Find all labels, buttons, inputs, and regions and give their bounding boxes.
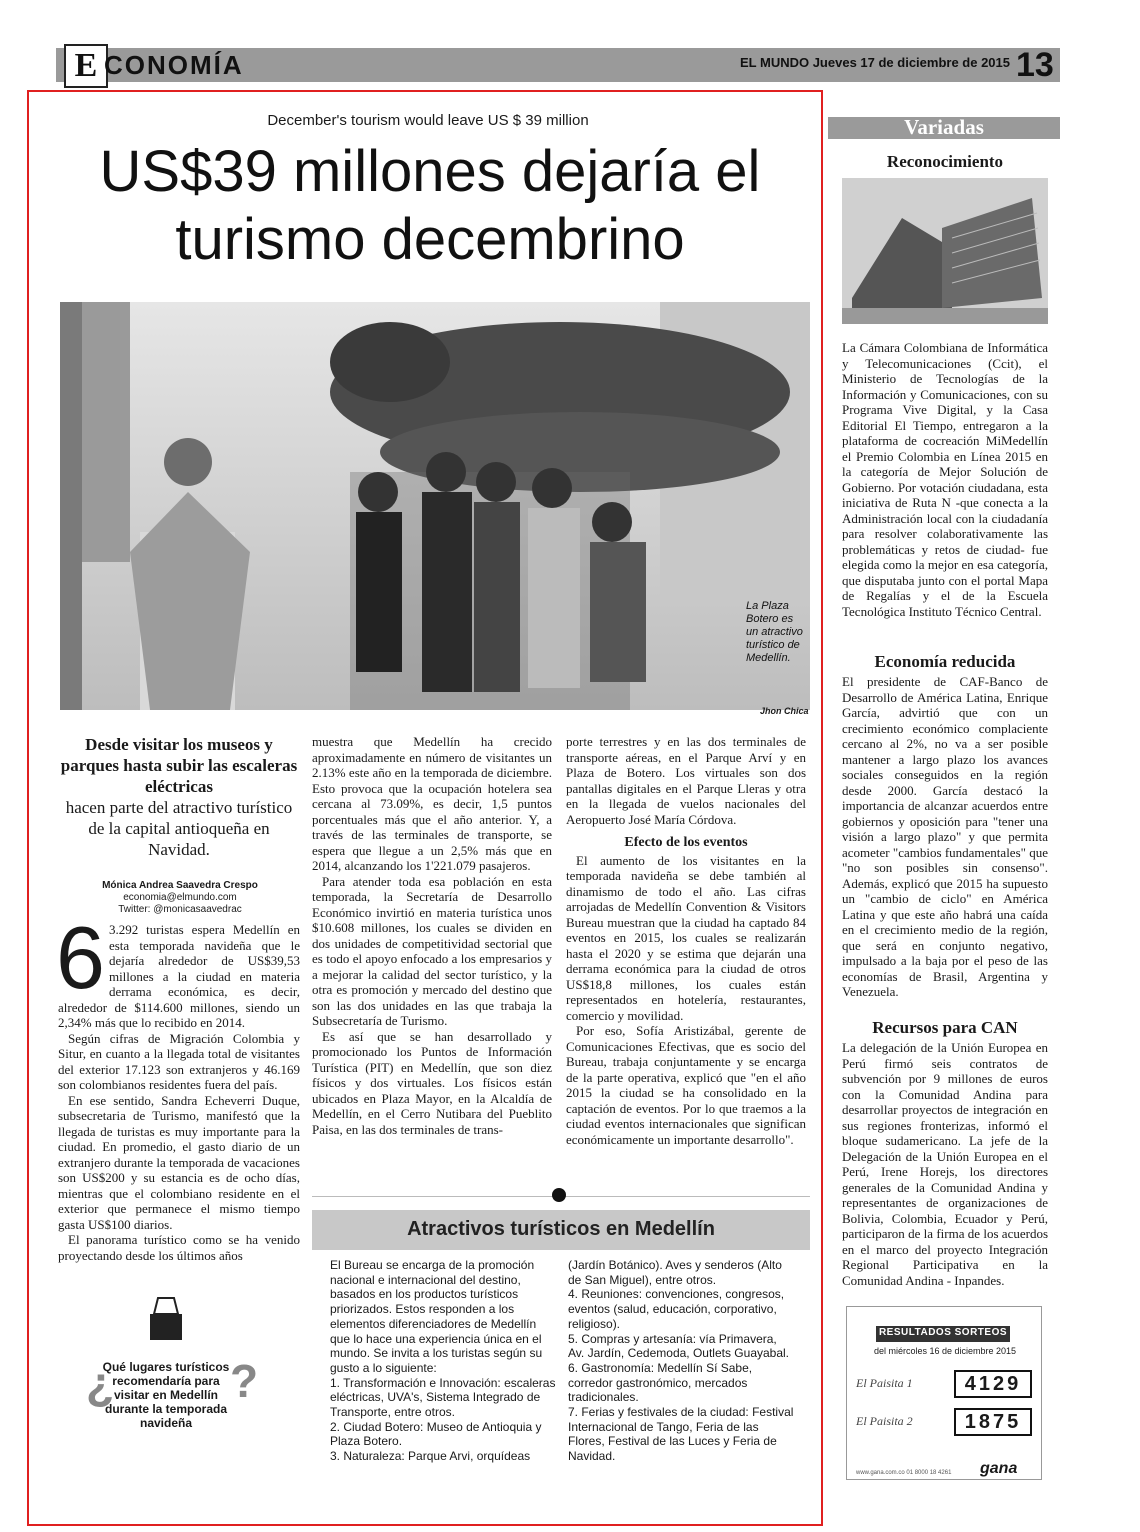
lottery-game-2: El Paisita 2 xyxy=(856,1414,913,1428)
paragraph: porte terrestres y en las dos terminales de transporte aéreas, en el Parque Arví y en Plaza de Botero. Los virtuales son dos pantallas digitales en el Parque Lleras y otra en la llegada de vuelos nacionales del Aeropuerto José María Córdova. xyxy=(566,734,806,827)
variadas-title: Variadas xyxy=(904,115,984,139)
page-number: 13 xyxy=(1016,46,1054,84)
bullet-dot-icon xyxy=(552,1188,566,1202)
box-paragraph: 4. Reuniones: convenciones, congresos, eventos (salud, educación, corporativo, religioso). xyxy=(568,1287,785,1331)
section-initial: E xyxy=(64,44,108,88)
article-column-2 xyxy=(312,734,552,1137)
paragraph: En ese sentido, Sandra Echeverri Duque, subsecretaria de Turismo, manifestó que la llegada de turistas es muy importante para la ciudad. En promedio, el gasto diario de un extranjero durante la temporada de vacaciones son US$200 y su estancia es de ocho días, mientras que el colombiano residente en el exterior que permanece el mismo tiempo gasta US$100 diarios. xyxy=(58,1092,300,1232)
lottery-number-2: 1875 xyxy=(954,1408,1032,1436)
photo-illustration xyxy=(60,302,810,710)
question-open-mark: ¿ xyxy=(86,1357,115,1409)
box-column-1 xyxy=(330,1258,556,1464)
article-subtitle: December's tourism would leave US $ 39 million xyxy=(267,112,589,129)
paragraph: Es así que se han desarrollado y promocionado los Puntos de Información Turística (PIT) en Medellín, que son diez físicos y dos virtuales. Los físicos están ubicados en Plaza Mayor, en la Alcaldía de Medellín, en el Cerro Nutibara del Pueblito Paisa, en las dos terminales de trans- xyxy=(312,1028,552,1137)
photo-credit: Jhon Chica xyxy=(760,706,809,716)
paragraph: El aumento de los visitantes en la temporada navideña se debe también al dinamismo de todo el año. Las cifras arrojadas de Medellín Convention & Visitors Bureau muestran que la ciudad ha captado 84 eventos en 2015, los cuales se realizarán hasta el 2020 y se estima que dejarán una derrama económica para la ciudad de otros US$18,8 millones, los cuales están representados en hotelería, restaurantes, comercio y movilidad. xyxy=(566,852,806,1023)
article-lead xyxy=(58,734,300,860)
byline-email: economia@elmundo.com xyxy=(123,892,237,903)
article-column-3 xyxy=(566,734,806,1147)
edition-date: EL MUNDO Jueves 17 de diciembre de 2015 xyxy=(740,55,1010,70)
box-paragraph: El Bureau se encarga de la promoción nacional e internacional del destino, basados en los productos turísticos priorizados. Estos responden a los elementos diferenciadores de Medellín que lo hace una experiencia única en el mundo. Se invita a los turistas según su gusto a lo siguiente: xyxy=(330,1258,543,1375)
lottery-footer: www.gana.com.co 01 8000 18 4261 xyxy=(856,1470,952,1476)
question-close-mark: ? xyxy=(230,1355,259,1407)
lottery-number-1: 4129 xyxy=(954,1370,1032,1398)
question-text: Qué lugares turísticos recomendaría para visitar en Medellín durante la temporada navideña xyxy=(102,1360,230,1430)
lead-rest: hacen parte del atractivo turístico de la capital antioqueña en Navidad. xyxy=(65,798,293,859)
box-paragraph: 1. Transformación e Innovación: escaleras eléctricas, UVA's, Sistema Integrado de Transporte, entre otros. xyxy=(330,1375,556,1420)
subheading: Efecto de los eventos xyxy=(624,835,748,850)
lottery-title: RESULTADOS SORTEOS xyxy=(878,1327,1008,1338)
binder-clip-icon xyxy=(148,1296,184,1342)
box-paragraph: 2. Ciudad Botero: Museo de Antioquia y Plaza Botero. xyxy=(330,1419,542,1449)
article-headline: US$39 millones dejaría el turismo decembrino xyxy=(99,139,761,272)
box-paragraph: (Jardín Botánico). Aves y senderos (Alto de San Miguel), entre otros. xyxy=(568,1258,782,1287)
lottery-date: del miércoles 16 de diciembre 2015 xyxy=(873,1346,1017,1356)
byline-twitter: Twitter: @monicasaavedrac xyxy=(118,904,242,915)
sidebar-text: El presidente de CAF-Banco de Desarrollo de América Latina, Enrique García, advirtió que con un crecimiento económico complaciente cercano al 2%, no va a ser posible mantener a largo plazo los avances sociales conseguidos en la región desde 2000. García destacó la importancia de alcanzar acuerdos entre gobiernos y oposición para "tener una visión a largo plazo" y que permita acometer "cambios fundamentales" que "no son posibles sin consenso". Además, explicó que 2015 ha supuesto un "cambio de ciclo" en América Latina y que este año habrá una caída en el crecimiento medio de la región, que será en conjunto negativo, impulsado a la baja por el peso de las economías de Brasil, Argentina y Venezuela. xyxy=(842,674,1048,999)
sidebar-text: La delegación de la Unión Europea en Perú firmó seis contratos de subvención por 9 millones de euros con la Comunidad Andina para desarrollar proyectos de integración en sus regiones fronterizas, informó el bloque sudamericano. La jefe de la Delegación de la Unión Europea en el Perú, Irene Horejs, los directores generales de la Comunidad Andina y representantes de organizaciones de Bolivia, Colombia, Ecuador y Perú, participaron de la firma de los acuerdos en el marco del proyecto Integración Regional Participativa en la Comunidad Andina - Inpandes. xyxy=(842,1040,1048,1288)
sidebar-heading: Economía reducida xyxy=(874,652,1016,671)
paragraph: Según cifras de Migración Colombia y Situr, en cuanto a la llegada total de visitantes del exterior 17.123 son extranjeros y 46.169 son colombianos residentes fuera del país. xyxy=(58,1030,300,1092)
paragraph: muestra que Medellín ha crecido aproximadamente en número de visitantes un 2.13% este año en la temporada de diciembre. Esto provoca que la ocupación hotelera sea cercana al 73.09%, es decir, 1,5 puntos porcentuales más que el año anterior. Y, a través de las terminales de transporte, se espera que llegue a un 2,5% más que en 2014, alcanzando los 1'221.079 pasajeros. xyxy=(312,734,552,873)
box-column-2 xyxy=(568,1258,794,1464)
box-paragraph: 3. Naturaleza: Parque Arvi, orquídeas xyxy=(330,1449,531,1464)
box-paragraph: 6. Gastronomía: Medellín Sí Sabe, corredor gastronómico, mercados tradicionales. xyxy=(568,1360,753,1405)
dropcap: 6 xyxy=(56,908,105,1007)
box-paragraph: 7. Ferias y festivales de la ciudad: Festival Internacional de Tango, Feria de las Flores, Festival de las Luces y Feria de Navidad. xyxy=(568,1405,794,1464)
sidebar-heading: Recursos para CAN xyxy=(872,1018,1018,1037)
photo-caption: La Plaza Botero es un atractivo turístico de Medellín. xyxy=(746,600,803,664)
sidebar-text: La Cámara Colombiana de Informática y Telecomunicaciones (Ccit), el Ministerio de Tecnologías de la Información y Comunicaciones, con su Programa Vive Digital, y la Casa Editorial El Tiempo, entregaron a la plataforma de cocreación MiMedellín el Premio Colombia en Línea 2015 en la categoría de Mejor Solución de Gobierno. Por votación ciudadana, esta iniciativa de Ruta N -que conecta a la Administración local con la ciudadanía para resolver colaborativamente las problemáticas y retos de ciudad- fue elegida como la mejor en esa categoría, que disputaba junto con el portal Mapa de Regalías y el de la Escuela Tecnológica Instituto Técnico Central. xyxy=(842,340,1048,619)
plaza-botero-photo xyxy=(60,302,810,710)
sidebar-heading: Reconocimiento xyxy=(886,152,1004,171)
box-title: Atractivos turísticos en Medellín xyxy=(407,1218,715,1240)
paragraph: Por eso, Sofía Aristizábal, gerente de Comunicaciones Efectivas, que es socio del Bureau, trabaja conjuntamente y se encarga de la parte operativa, explicó que "en el año 2015 la ciudad se ha consolidado en la captación de eventos. Por lo que traemos a la ciudad eventos internacionales que significan económicamente un importante desarrollo". xyxy=(566,1023,806,1147)
gana-logo: gana xyxy=(980,1460,1018,1477)
lottery-game-1: El Paisita 1 xyxy=(856,1376,913,1390)
building-photo xyxy=(842,178,1048,324)
paragraph: Para atender toda esa población en esta temporada, la Secretaría de Desarrollo Económico invirtió en materia turística unos $10.608 millones, los cuales se dividen en dos unidades de competitividad sectorial que es todo el apoyo enfocado a los empresarios y a mejorar la calidad del sector turístico, y la otra es promoción y mercado del destino que son las dos unidades en las que trabaja la Subsecretaría de Turismo. xyxy=(312,873,552,1028)
paragraph: 3.292 turistas espera Medellín en esta temporada navideña que le dejaría alrededor de US$39,53 millones a la ciudad en materia derrama económica, es decir, alrededor de $114.600 millones, siendo un 2,34% más que lo recibido en 2014. xyxy=(58,922,300,1030)
section-title: CONOMÍA xyxy=(104,50,244,80)
box-paragraph: 5. Compras y artesanía: vía Primavera, Av. Jardín, Cedemoda, Outlets Guayabal. xyxy=(568,1331,790,1361)
lead-bold: Desde visitar los museos y parques hasta subir las escaleras eléctricas xyxy=(60,735,298,796)
byline-name: Mónica Andrea Saavedra Crespo xyxy=(102,880,258,891)
paragraph: El panorama turístico como se ha venido proyectando desde los últimos años xyxy=(58,1232,300,1263)
